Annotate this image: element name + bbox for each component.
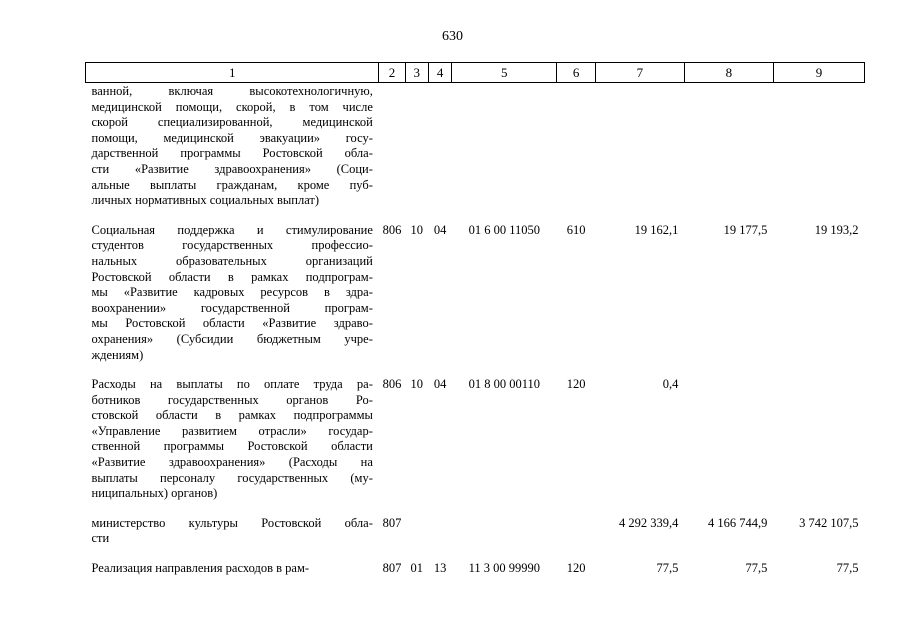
amount-col7-cell: 0,4 bbox=[662, 377, 679, 392]
target-article-cell: 01 6 00 11050 bbox=[468, 222, 541, 237]
budget-table bbox=[85, 62, 865, 577]
amount-col9-cell bbox=[773, 83, 864, 209]
table-row bbox=[86, 515, 865, 547]
section-code-cell: 01 bbox=[410, 561, 424, 576]
description-line: ждениям) bbox=[91, 347, 144, 362]
amount-col9-cell: 3 742 107,5 bbox=[799, 515, 859, 530]
spacer-cell bbox=[86, 502, 379, 515]
spacer-cell bbox=[595, 363, 684, 376]
spacer-cell bbox=[557, 502, 595, 515]
spacer-cell bbox=[86, 363, 379, 376]
spacer-cell bbox=[773, 209, 864, 222]
description-line: студентов государственных профессио- bbox=[91, 238, 373, 253]
target-article-cell: 11 3 00 99990 bbox=[468, 561, 541, 576]
row-spacer bbox=[86, 547, 865, 560]
amount-col7-cell: 4 292 339,4 bbox=[618, 515, 679, 530]
spacer-cell bbox=[379, 547, 405, 560]
ministry-code-cell: 806 bbox=[382, 377, 402, 392]
description-line: личных нормативных социальных выплат) bbox=[91, 193, 320, 208]
spacer-cell bbox=[595, 502, 684, 515]
table-row bbox=[86, 376, 865, 502]
column-header: 6 bbox=[557, 63, 595, 83]
table-row bbox=[86, 222, 865, 363]
amount-col9-cell: 77,5 bbox=[836, 561, 859, 576]
description-line: Реализация направления расходов в рам- bbox=[91, 561, 310, 576]
spacer-cell bbox=[773, 547, 864, 560]
column-header: 7 bbox=[595, 63, 684, 83]
description-cell bbox=[86, 376, 379, 502]
spacer-cell bbox=[684, 209, 773, 222]
spacer-cell bbox=[595, 547, 684, 560]
column-header: 9 bbox=[773, 63, 864, 83]
expense-type-cell: 120 bbox=[566, 377, 586, 392]
spacer-cell bbox=[452, 547, 557, 560]
amount-col7-cell bbox=[595, 83, 684, 209]
header-row bbox=[86, 63, 865, 83]
spacer-cell bbox=[773, 363, 864, 376]
amount-col7-cell: 19 162,1 bbox=[634, 222, 679, 237]
description-cell bbox=[86, 515, 379, 547]
ministry-code-cell: 807 bbox=[382, 515, 402, 530]
description-line: альные выплаты гражданам, кроме пуб- bbox=[91, 177, 373, 192]
column-header: 1 bbox=[86, 63, 379, 83]
description-line: ниципальных) органов) bbox=[91, 486, 218, 501]
amount-col8-cell bbox=[684, 376, 773, 502]
ministry-code-cell: 806 bbox=[382, 222, 402, 237]
spacer-cell bbox=[684, 547, 773, 560]
spacer-cell bbox=[379, 363, 405, 376]
spacer-cell bbox=[595, 209, 684, 222]
description-line: выплаты персоналу государственных (му- bbox=[91, 470, 373, 485]
spacer-cell bbox=[557, 547, 595, 560]
description-line: «Управление развитием отрасли» государ- bbox=[91, 423, 373, 438]
row-spacer bbox=[86, 502, 865, 515]
spacer-cell bbox=[86, 209, 379, 222]
page-number: 630 bbox=[442, 29, 463, 44]
table-row bbox=[86, 83, 865, 209]
description-line: нальных образовательных организаций bbox=[91, 253, 373, 268]
spacer-cell bbox=[428, 547, 451, 560]
spacer-cell bbox=[684, 502, 773, 515]
spacer-cell bbox=[428, 363, 451, 376]
spacer-cell bbox=[684, 363, 773, 376]
spacer-cell bbox=[379, 502, 405, 515]
subsection-code-cell: 13 bbox=[433, 561, 447, 576]
ministry-code-cell bbox=[379, 83, 405, 209]
description-line: медицинской помощи, скорой, в том числе bbox=[91, 99, 373, 114]
description-line: министерство культуры Ростовской обла- bbox=[91, 515, 373, 530]
spacer-cell bbox=[428, 209, 451, 222]
section-code-cell: 10 bbox=[410, 222, 424, 237]
amount-col9-cell bbox=[773, 376, 864, 502]
amount-col9-cell: 19 193,2 bbox=[814, 222, 859, 237]
description-line: ванной, включая высокотехнологичную, bbox=[91, 84, 373, 98]
column-header: 2 bbox=[379, 63, 405, 83]
section-code-cell: 10 bbox=[410, 377, 424, 392]
spacer-cell bbox=[405, 363, 428, 376]
column-header: 3 bbox=[405, 63, 428, 83]
description-line: помощи, медицинской эвакуации» госу- bbox=[91, 130, 373, 145]
expense-type-cell: 120 bbox=[566, 561, 586, 576]
amount-col8-cell: 19 177,5 bbox=[723, 222, 768, 237]
description-line: сти bbox=[91, 531, 110, 546]
description-line: «Развитие здравоохранения» (Расходы на bbox=[91, 455, 373, 470]
section-code-cell bbox=[405, 515, 428, 547]
subsection-code-cell bbox=[428, 83, 451, 209]
table-row bbox=[86, 560, 865, 577]
description-line: Ростовской области в рамках подпрограм- bbox=[91, 269, 373, 284]
target-article-cell: 01 8 00 00110 bbox=[468, 377, 541, 392]
description-cell bbox=[86, 560, 379, 577]
subsection-code-cell bbox=[428, 515, 451, 547]
amount-col7-cell: 77,5 bbox=[656, 561, 679, 576]
spacer-cell bbox=[428, 502, 451, 515]
description-line: воохранении» государственной програм- bbox=[91, 300, 373, 315]
spacer-cell bbox=[557, 209, 595, 222]
row-spacer bbox=[86, 209, 865, 222]
amount-col8-cell: 77,5 bbox=[745, 561, 768, 576]
description-line: мы «Развитие кадровых ресурсов в здра- bbox=[91, 285, 373, 300]
description-line: ственной программы Ростовской области bbox=[91, 439, 373, 454]
description-cell bbox=[86, 83, 379, 209]
column-header: 8 bbox=[684, 63, 773, 83]
spacer-cell bbox=[773, 502, 864, 515]
spacer-cell bbox=[405, 547, 428, 560]
description-line: Социальная поддержка и стимулирование bbox=[91, 222, 373, 237]
expense-type-cell bbox=[557, 515, 595, 547]
spacer-cell bbox=[405, 502, 428, 515]
description-line: стовской области в рамках подпрограммы bbox=[91, 408, 373, 423]
expense-type-cell bbox=[557, 83, 595, 209]
subsection-code-cell: 04 bbox=[433, 222, 447, 237]
amount-col8-cell: 4 166 744,9 bbox=[708, 515, 768, 530]
description-line: мы Ростовской области «Развитие здраво- bbox=[91, 316, 373, 331]
ministry-code-cell: 807 bbox=[382, 561, 402, 576]
description-cell bbox=[86, 222, 379, 363]
description-line: охранения» (Субсидии бюджетным учре- bbox=[91, 331, 373, 346]
spacer-cell bbox=[452, 502, 557, 515]
spacer-cell bbox=[405, 209, 428, 222]
description-line: ботников государственных органов Ро- bbox=[91, 392, 373, 407]
spacer-cell bbox=[452, 209, 557, 222]
spacer-cell bbox=[379, 209, 405, 222]
spacer-cell bbox=[557, 363, 595, 376]
row-spacer bbox=[86, 363, 865, 376]
description-line: Расходы на выплаты по оплате труда ра- bbox=[91, 377, 373, 392]
subsection-code-cell: 04 bbox=[433, 377, 447, 392]
section-code-cell bbox=[405, 83, 428, 209]
column-header: 5 bbox=[452, 63, 557, 83]
spacer-cell bbox=[452, 363, 557, 376]
description-line: сти «Развитие здравоохранения» (Соци- bbox=[91, 161, 373, 176]
description-line: дарственной программы Ростовской обла- bbox=[91, 146, 373, 161]
target-article-cell bbox=[452, 515, 557, 547]
spacer-cell bbox=[86, 547, 379, 560]
target-article-cell bbox=[452, 83, 557, 209]
description-line: скорой специализированной, медицинской bbox=[91, 115, 373, 130]
column-header: 4 bbox=[428, 63, 451, 83]
amount-col8-cell bbox=[684, 83, 773, 209]
expense-type-cell: 610 bbox=[566, 222, 586, 237]
